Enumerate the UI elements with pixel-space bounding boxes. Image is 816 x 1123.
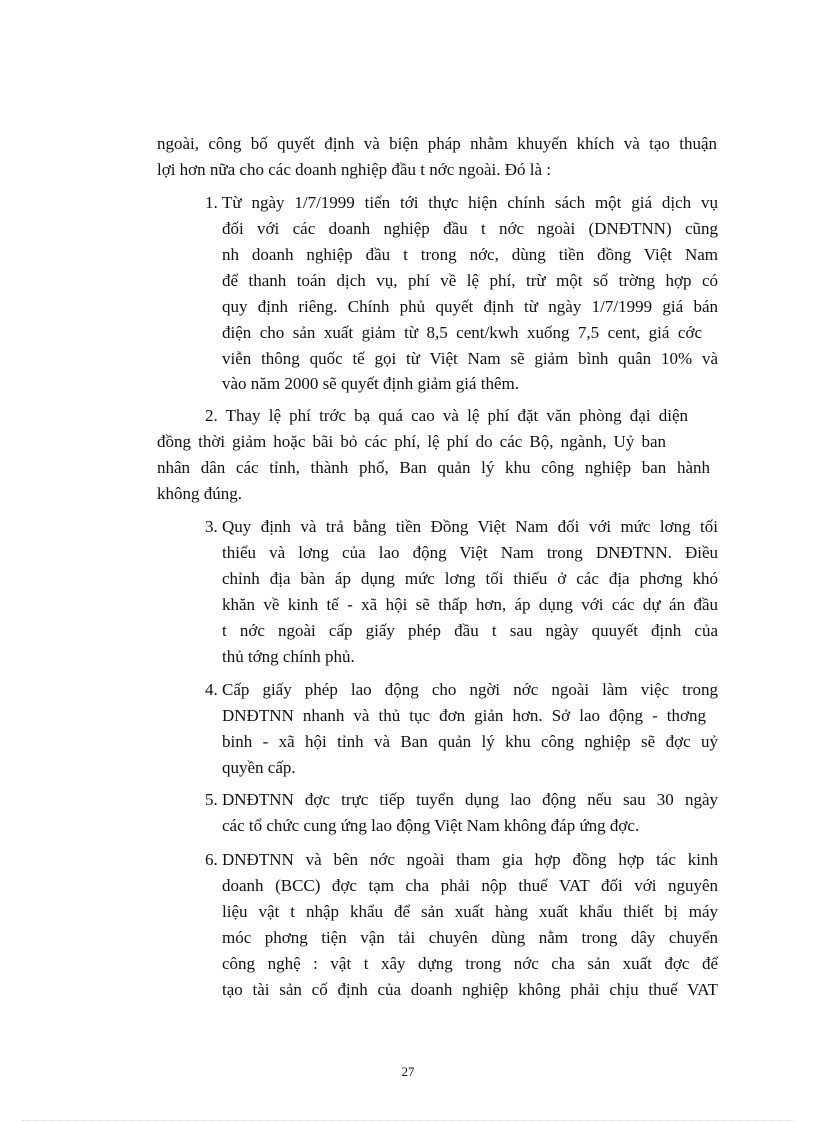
item-1-line-4: để thanh toán dịch vụ, phí về lệ phí, trừ một số trờng hợp có xyxy=(222,271,718,290)
item-3-line-3: chỉnh địa bàn áp dụng mức lơng tối thiểu ở các địa phơng khó xyxy=(222,569,718,588)
item-3-line-4: khăn về kinh tế - xã hội sẽ thấp hơn, áp dụng với các dự án đầu xyxy=(222,595,718,614)
item-1-line-3: nh doanh nghiệp đầu t trong nớc, dùng tiền đồng Việt Nam xyxy=(222,245,718,264)
item-6-line-2: doanh (BCC) đợc tạm cha phải nộp thuế VAT đối với nguyên xyxy=(222,876,718,895)
item-6-line-3: liệu vật t nhập khẩu để sản xuất hàng xuất khẩu thiết bị máy xyxy=(222,902,718,921)
item-4-line-1: Cấp giấy phép lao động cho ngời nớc ngoài làm việc trong xyxy=(222,680,718,699)
item-6-line-1: DNĐTNN và bên nớc ngoài tham gia hợp đồng hợp tác kinh xyxy=(222,850,718,869)
item-1-number: 1. xyxy=(205,193,218,212)
item-4-line-4: quyền cấp. xyxy=(222,758,296,777)
item-3-line-5: t nớc ngoài cấp giấy phép đầu t sau ngày quuyết định của xyxy=(222,621,718,640)
item-1-line-5: quy định riêng. Chính phủ quyết định từ ngày 1/7/1999 giá bán xyxy=(222,297,718,316)
item-2-line-4: không đúng. xyxy=(157,484,242,503)
item-6-line-4: móc phơng tiện vận tải chuyên dùng nằm trong dây chuyển xyxy=(222,928,718,947)
intro-line-2: lợi hơn nữa cho các doanh nghiệp đầu t nớc ngoài. Đó là : xyxy=(157,160,552,179)
item-6-line-5: công nghệ : vật t xây dựng trong nớc cha sản xuất đợc để xyxy=(222,954,718,973)
page-number: 27 xyxy=(401,1064,415,1079)
item-4-number: 4. xyxy=(205,680,218,699)
item-6-line-6: tạo tài sản cố định của doanh nghiệp không phải chịu thuế VAT xyxy=(222,980,718,999)
item-1-line-2: đối với các doanh nghiệp đầu t nớc ngoài (DNĐTNN) cũng xyxy=(222,219,718,238)
item-1-line-7: viễn thông quốc tế gọi từ Việt Nam sẽ giảm bình quân 10% và xyxy=(222,349,718,368)
item-1-line-1: Từ ngày 1/7/1999 tiến tới thực hiện chính sách một giá dịch vụ xyxy=(222,193,718,212)
item-4-line-2: DNĐTNN nhanh và thủ tục đơn giản hơn. Sở lao động - thơng xyxy=(222,706,706,725)
intro-line-1: ngoài, công bố quyết định và biện pháp nhằm khuyến khích và tạo thuận xyxy=(157,134,717,153)
item-5-line-1: DNĐTNN đợc trực tiếp tuyển dụng lao động nếu sau 30 ngày xyxy=(222,790,718,809)
item-1-line-6: điện cho sản xuất giảm từ 8,5 cent/kwh xuống 7,5 cent, giá cớc xyxy=(222,323,702,342)
item-2-line-2: đồng thời giảm hoặc bãi bỏ các phí, lệ phí do các Bộ, ngành, Uỷ ban xyxy=(157,432,666,451)
item-1-line-8: vào năm 2000 sẽ quyết định giảm giá thêm. xyxy=(222,374,519,393)
item-5-number: 5. xyxy=(205,790,218,809)
item-3-line-1: Quy định và trả bằng tiền Đồng Việt Nam đối với mức lơng tối xyxy=(222,517,718,536)
item-3-number: 3. xyxy=(205,517,218,536)
item-3-line-6: thủ tớng chính phủ. xyxy=(222,647,355,666)
item-3-line-2: thiểu và lơng của lao động Việt Nam trong DNĐTNN. Điều xyxy=(222,543,718,562)
item-2-line-3: nhân dân các tỉnh, thành phố, Ban quản lý khu công nghiệp ban hành xyxy=(157,458,710,477)
page-bottom-divider xyxy=(22,1120,794,1121)
item-2-line-1: 2. Thay lệ phí trớc bạ quá cao và lệ phí đặt văn phòng đại diện xyxy=(205,406,688,425)
item-5-line-2: các tổ chức cung ứng lao động Việt Nam không đáp ứng đợc. xyxy=(222,816,640,835)
item-6-number: 6. xyxy=(205,850,218,869)
item-4-line-3: binh - xã hội tỉnh và Ban quản lý khu công nghiệp sẽ đợc uỷ xyxy=(222,732,718,751)
